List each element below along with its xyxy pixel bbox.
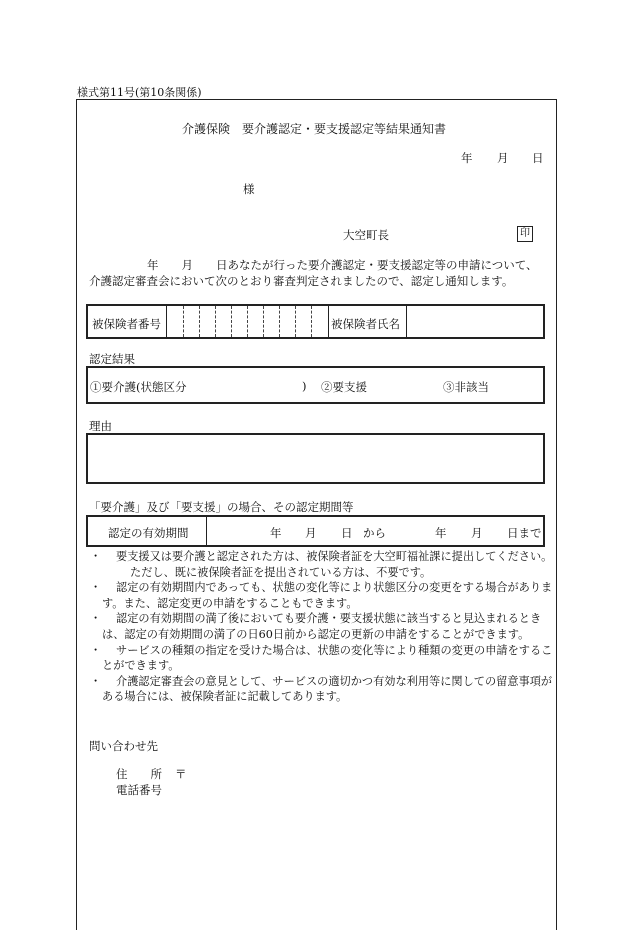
period-from-day: 日 <box>341 526 353 540</box>
note-item <box>88 565 556 581</box>
period-from-word: から <box>363 526 386 540</box>
recipient-suffix: 様 <box>243 182 255 196</box>
note-bullet: ・ <box>90 581 102 595</box>
issue-date-day: 日 <box>532 151 544 165</box>
contact-heading: 問い合わせ先 <box>89 739 158 753</box>
digit-cell <box>279 306 295 337</box>
form-number: 様式第11号(第10条関係) <box>77 86 202 99</box>
note-item <box>88 643 556 674</box>
insured-info-table <box>86 304 545 339</box>
reason-box[interactable] <box>86 433 545 484</box>
digit-cell <box>215 306 231 337</box>
digit-cell <box>247 306 263 337</box>
digit-cell <box>295 306 311 337</box>
insured-name-field[interactable] <box>406 306 543 337</box>
intro-line-2: 介護認定審査会において次のとおり審査判定されましたので、認定し通知します。 <box>89 274 514 288</box>
note-bullet: ・ <box>90 674 102 688</box>
result-care-level[interactable]: ①要介護(状態区分 <box>90 380 187 394</box>
note-item <box>88 611 556 642</box>
phone-label: 電話番号 <box>116 783 162 797</box>
result-support[interactable]: ②要支援 <box>321 380 367 394</box>
note-text: 認定の有効期間の満了後においても要介護・要支援状態に該当すると見込まれるときは、認定の有効期間の満了の日60日前から認定の更新の申請をすることができます。 <box>102 612 542 641</box>
note-item <box>88 580 556 611</box>
digit-cell <box>199 306 215 337</box>
result-heading: 認定結果 <box>89 352 135 366</box>
period-to-month: 月 <box>471 526 483 540</box>
insured-number-field[interactable] <box>166 306 328 337</box>
note-text: 介護認定審査会の意見として、サービスの適切かつ有効な利用等に関しての留意事項がある場合には、被保険者証に記載してあります。 <box>102 674 553 704</box>
insured-name-label: 被保険者氏名 <box>331 317 400 331</box>
postal-mark: 〒 <box>175 767 187 781</box>
issuer-name: 大空町長 <box>343 228 389 242</box>
digit-cell <box>311 306 327 337</box>
period-to-year: 年 <box>435 526 447 540</box>
digit-cell <box>231 306 247 337</box>
note-text: 要支援又は要介護と認定された方は、被保険者証を大空町福祉課に提出してください。 <box>116 550 553 563</box>
period-from-month: 月 <box>305 526 317 540</box>
result-box <box>86 366 545 404</box>
period-label: 認定の有効期間 <box>108 526 189 540</box>
issue-date-month: 月 <box>497 151 509 165</box>
note-item <box>88 674 556 705</box>
note-text: サービスの種類の指定を受けた場合は、状態の変化等により種類の変更の申請をすることができます。 <box>102 643 553 673</box>
insured-number-label: 被保険者番号 <box>92 317 161 331</box>
period-heading: 「要介護」及び「要支援」の場合、その認定期間等 <box>89 500 354 514</box>
note-text: ただし、既に被保険者証を提出されている方は、不要です。 <box>130 565 432 579</box>
period-to-day: 日まで <box>507 526 542 540</box>
document-title: 介護保険 要介護認定・要支援認定等結果通知書 <box>182 122 447 136</box>
notes-list <box>88 549 556 705</box>
period-from-year: 年 <box>270 526 282 540</box>
insured-name-cell <box>328 306 406 337</box>
digit-cell <box>183 306 199 337</box>
reason-heading: 理由 <box>89 419 112 433</box>
digit-cell <box>263 306 279 337</box>
intro-line-1: 年 月 日あなたが行った要介護認定・要支援認定等の申請について、 <box>147 258 538 272</box>
note-bullet: ・ <box>90 550 102 563</box>
period-box <box>86 515 545 547</box>
note-text: 認定の有効期間内であっても、状態の変化等により状態区分の変更をする場合があります。また、認定変更の申請をすることもできます。 <box>102 581 553 610</box>
note-bullet: ・ <box>90 643 102 657</box>
result-not-applicable[interactable]: ③非該当 <box>443 380 489 394</box>
issue-date-year: 年 <box>461 151 473 165</box>
seal-mark: 印 <box>517 226 533 242</box>
note-bullet: ・ <box>90 612 102 626</box>
result-care-level-close: ) <box>302 379 307 393</box>
note-item <box>88 549 556 565</box>
period-field[interactable] <box>206 517 543 545</box>
address-label: 住 所 <box>116 767 162 781</box>
